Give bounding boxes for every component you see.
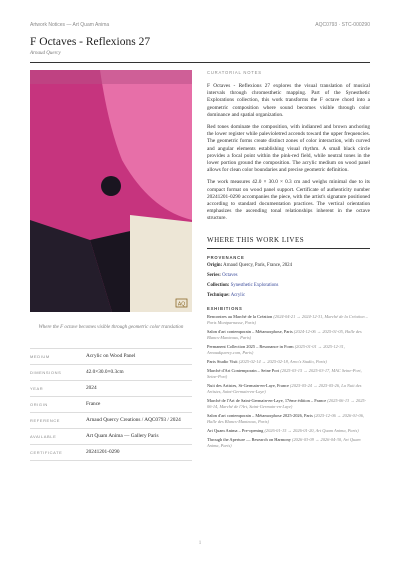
exhibition-item xyxy=(207,344,370,356)
artwork-title: F Octaves - Reflexions 27 xyxy=(30,36,151,48)
artist-name: Arnaud Quercy xyxy=(30,51,61,56)
provenance-technique xyxy=(207,293,370,300)
curatorial-notes xyxy=(207,70,370,223)
exhibition-item xyxy=(207,368,370,380)
spec-row-certificate xyxy=(30,444,192,461)
header-publisher: Artwork Notices — Art Quam Anima xyxy=(30,22,110,28)
exhibition-name: Rencontres au Marché de la Création xyxy=(207,314,273,320)
exhibition-item xyxy=(207,314,370,326)
origin-value: Arnaud Quercy, Paris, France, 2024 xyxy=(223,263,292,269)
series-label: Series: xyxy=(207,273,221,279)
technique-label: Technique: xyxy=(207,293,230,299)
spec-value: 20241201-0290 xyxy=(86,449,120,455)
exhibition-meta: (2025-01-01 → 2025-12-31, Arnaudquercy.com, Paris) xyxy=(207,344,345,356)
spec-value: Acrylic on Wood Panel xyxy=(86,353,136,359)
provenance-origin xyxy=(207,263,370,270)
artwork-image xyxy=(30,70,192,312)
signature-text: AQ xyxy=(177,301,186,308)
exhibition-name: Permanent Collection 2025 – Resonance in Form xyxy=(207,344,294,350)
provenance-kicker: PROVENANCE xyxy=(207,254,245,260)
spec-row-origin xyxy=(30,396,192,412)
exhibition-name: Paris Studio Visit xyxy=(207,359,238,365)
spec-row-available xyxy=(30,428,192,444)
exhibition-meta: (2025-02-14 → 2025-02-18, Arno's Studio, Paris) xyxy=(238,359,327,365)
spec-label: YEAR xyxy=(30,385,44,391)
spec-table xyxy=(30,348,192,461)
provenance-series xyxy=(207,273,370,280)
lives-section-title: WHERE THIS WORK LIVES xyxy=(207,236,370,249)
collection-label: Collection: xyxy=(207,283,230,289)
notes-paragraph: F Octaves - Reflexions 27 explores the visual translation of musical intervals through chromesthetic mapping. Part of the Synesthetic Explorations collection, this work transforms the F octave chord into a geometric composition where sound becomes visible through color dominance and spatial organization. xyxy=(207,83,370,118)
exhibition-name: Marché d'Art Contemporain – Seine Port xyxy=(207,368,280,374)
spec-row-reference xyxy=(30,412,192,428)
exhibition-meta: (2025-05-24 → 2025-05-26, La Nuit des Artistes, Saint-Germain-en-Laye) xyxy=(207,383,362,395)
exhibition-meta: (2025-03-15 → 2025-03-17, MAC Seine-Port, Seine-Port) xyxy=(207,368,362,380)
spec-label: AVAILABLE xyxy=(30,433,57,439)
exhibition-meta: (2025-06-13 → 2025-06-14, Marché de l'Art, Saint-Germain-en-Laye) xyxy=(207,398,367,410)
exhibition-item xyxy=(207,359,370,365)
series-link[interactable]: Octaves xyxy=(222,273,238,279)
exhibition-list xyxy=(207,314,370,449)
exhibition-name: Nuit des Artistes, St-Germain-en-Laye, France xyxy=(207,383,289,389)
exhibition-name: Art Quam Anima – Pre-opening xyxy=(207,428,264,434)
spec-value: France xyxy=(86,401,101,407)
exhibition-name: Salon d'art contemporain – Métamorphose 2025-2026, Paris xyxy=(207,413,313,419)
spec-label: DIMENSIONS xyxy=(30,369,62,375)
spec-value: 42.0×30.0×0.3cm xyxy=(86,369,124,375)
exhibition-meta: (2026-01-15 → 2026-01-20, Art Quam Anima, Paris) xyxy=(264,428,359,434)
spec-label: REFERENCE xyxy=(30,417,61,423)
origin-label: Origin: xyxy=(207,263,223,269)
page-header xyxy=(30,22,370,32)
cream-block xyxy=(130,215,192,312)
spec-row-medium xyxy=(30,348,192,364)
spec-value: 2024 xyxy=(86,385,97,391)
black-circle xyxy=(101,176,121,196)
exhibition-meta: (2024-04-21 → 2024-12-31, Marché de la Création – Paris Montparnasse, Paris) xyxy=(207,314,368,326)
notes-paragraph: The work measures 42.0 × 30.0 × 0.3 cm and weighs minimal due to its compact format on wood panel support. Certificate of authenticity number 20241201-0290 accompanies the piece, with the artist's signature positioned according to standard documentation practices. The vertical orientation emphasizes the ascending tonal relationships inherent in the octave structure. xyxy=(207,179,370,222)
right-column xyxy=(207,70,370,449)
exhibition-item xyxy=(207,437,370,449)
collection-link[interactable]: Synesthetic Explorations xyxy=(230,283,279,289)
spec-label: CERTIFICATE xyxy=(30,449,63,455)
exhibition-item xyxy=(207,413,370,425)
spec-value: Art Quam Anima — Gallery Paris xyxy=(86,433,159,439)
exhibition-meta: (2026-03-09 → 2026-04-30, Art Quam Anima, Paris) xyxy=(207,437,361,449)
spec-row-year xyxy=(30,380,192,396)
spec-value: Arnaud Quercy Creations / AQC0793 / 2024 xyxy=(86,417,181,423)
exhibition-name: Salon d'art contemporain – Métamorphose, Paris xyxy=(207,329,293,335)
exhibition-item xyxy=(207,383,370,395)
exhibition-meta: (2024-12-06 → 2025-01-05, Halle des Blancs-Manteaux, Paris) xyxy=(207,329,362,341)
spec-label: ORIGIN xyxy=(30,401,48,407)
exhibition-item xyxy=(207,329,370,341)
exhibition-item xyxy=(207,398,370,410)
artwork-caption: Where the F octave becomes visible through geometric color translation xyxy=(38,325,184,330)
technique-link[interactable]: Acrylic xyxy=(230,293,246,299)
exhibitions-kicker: EXHIBITIONS xyxy=(207,306,243,312)
top-band xyxy=(30,70,192,84)
notes-kicker: CURATORIAL NOTES xyxy=(207,70,262,75)
artwork-painting xyxy=(30,70,192,312)
provenance-collection xyxy=(207,283,370,290)
page-number: 1 xyxy=(198,541,202,546)
title-divider xyxy=(30,62,370,63)
header-reference: AQC0793 · STC-000290 xyxy=(315,22,370,28)
spec-row-dimensions xyxy=(30,364,192,380)
exhibition-meta: (2025-12-06 → 2026-01-06, Halle des Blancs-Manteaux, Paris) xyxy=(207,413,365,425)
exhibition-name: Through the Aperture — Research on Harmony xyxy=(207,437,291,443)
spec-label: MEDIUM xyxy=(30,353,50,359)
notes-paragraph: Red tones dominate the composition, with indianred and brown anchoring the lower register while palevioletred accends toward the upper frequencies. The geometric forms create distinct zones of color interaction, with curved and angular elements establishing visual rhythm. A small black circle provides a focal point within the pink-red field, while neutral tones in the lower portion ground the composition. The acrylic medium on wood panel allows for clean color boundaries and precise geometric definition. xyxy=(207,124,370,174)
exhibition-name: Marché de l'Art de Saint-Germain-en-Laye, 17ème édition – France xyxy=(207,398,327,404)
exhibition-item xyxy=(207,428,370,434)
